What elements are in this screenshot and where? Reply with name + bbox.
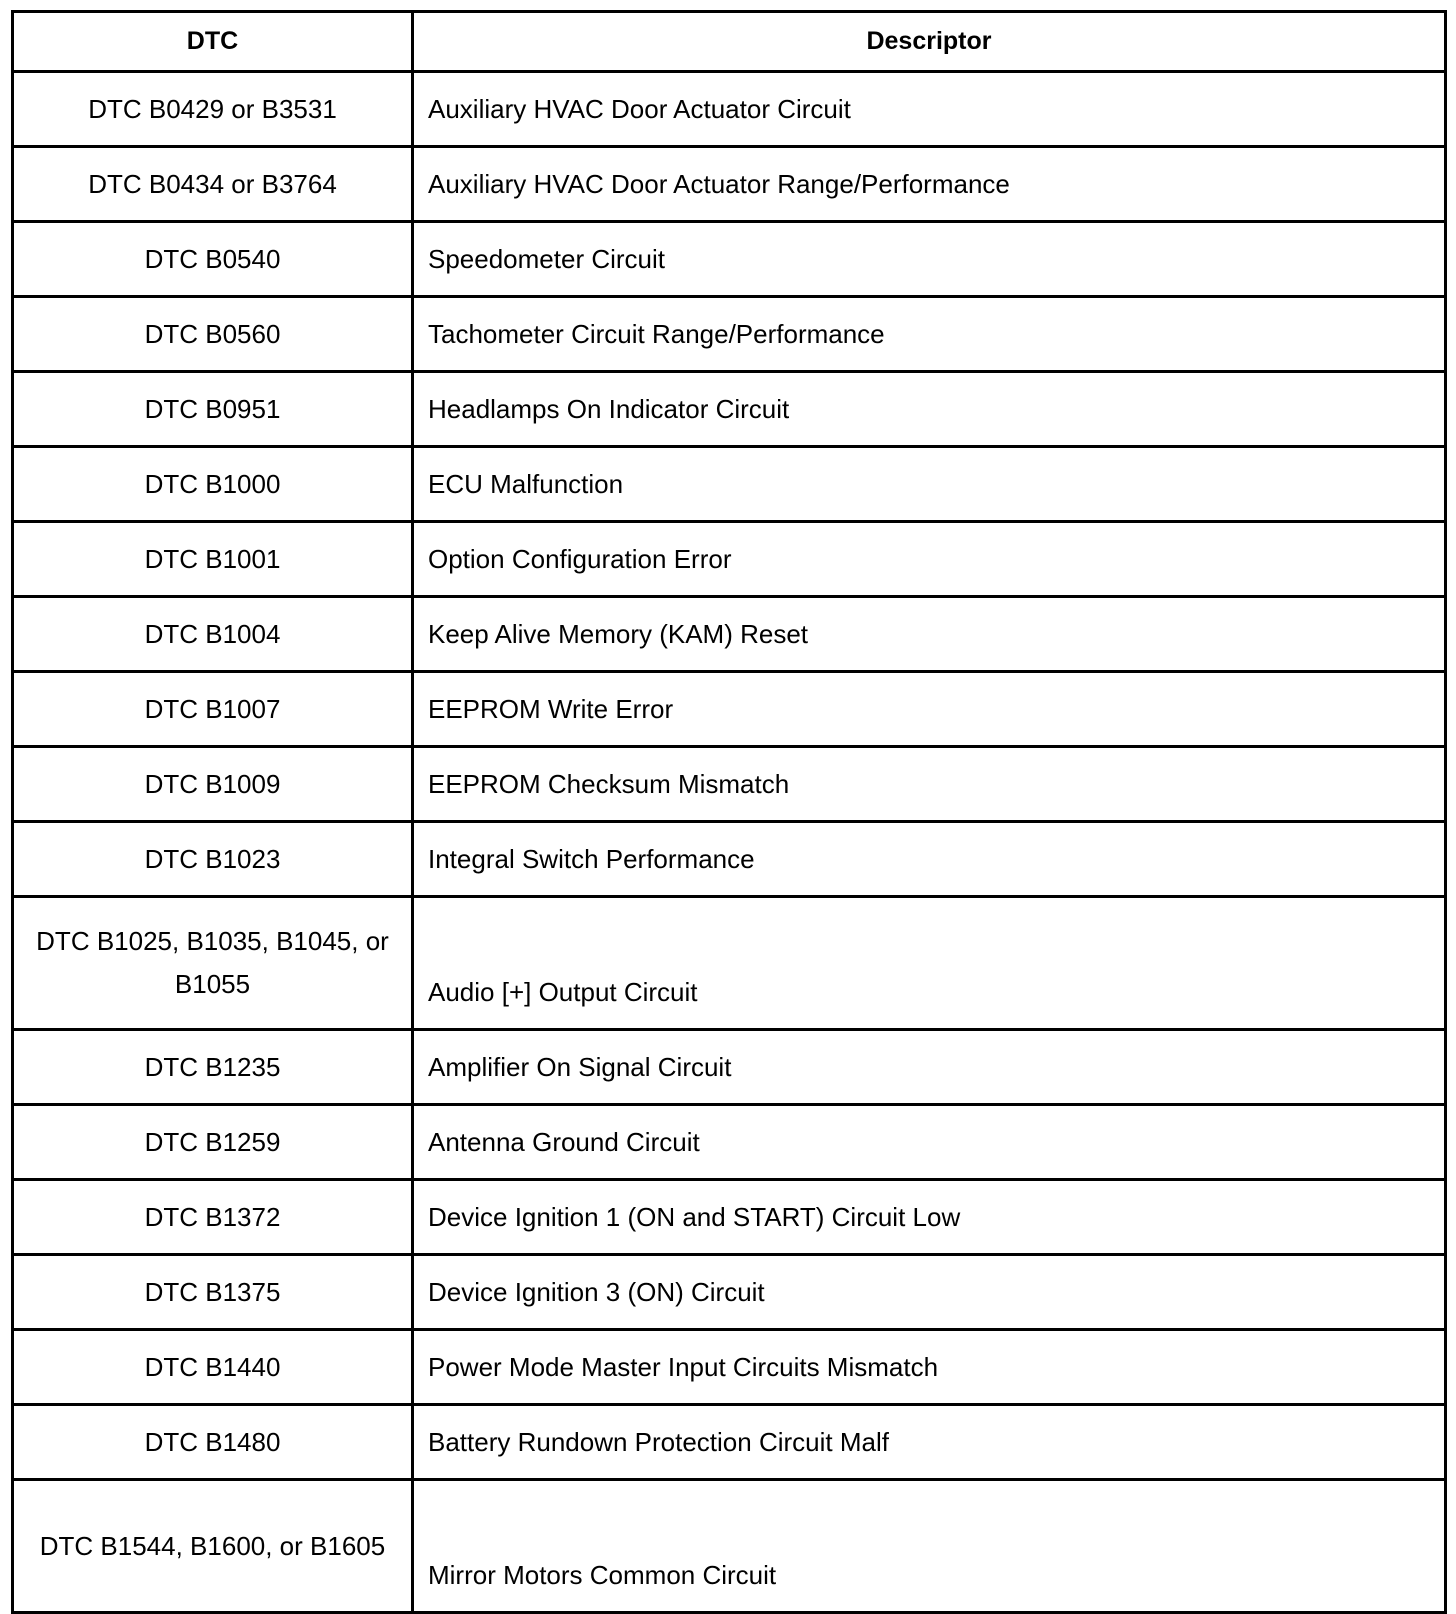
- table-row: [13, 222, 1446, 297]
- descriptor-cell: Device Ignition 3 (ON) Circuit: [413, 1255, 1446, 1330]
- dtc-code-cell: DTC B0540: [13, 222, 413, 297]
- dtc-code-cell: DTC B0951: [13, 372, 413, 447]
- descriptor-cell: ECU Malfunction: [413, 447, 1446, 522]
- column-header-dtc: DTC: [13, 12, 413, 72]
- table-row: [13, 1180, 1446, 1255]
- dtc-code-cell: DTC B1004: [13, 597, 413, 672]
- descriptor-cell: Option Configuration Error: [413, 522, 1446, 597]
- table-row: [13, 1330, 1446, 1405]
- descriptor-cell: Amplifier On Signal Circuit: [413, 1030, 1446, 1105]
- table-row: [13, 297, 1446, 372]
- descriptor-cell: EEPROM Write Error: [413, 672, 1446, 747]
- column-header-descriptor: Descriptor: [413, 12, 1446, 72]
- dtc-code-cell: DTC B0429 or B3531: [13, 72, 413, 147]
- table-row: [13, 447, 1446, 522]
- table-row: [13, 1405, 1446, 1480]
- table-row: [13, 897, 1446, 1030]
- dtc-code-cell: DTC B1000: [13, 447, 413, 522]
- table-row: [13, 1255, 1446, 1330]
- dtc-code-cell: DTC B1440: [13, 1330, 413, 1405]
- dtc-code-cell: DTC B1372: [13, 1180, 413, 1255]
- table-row: [13, 1030, 1446, 1105]
- descriptor-cell: Auxiliary HVAC Door Actuator Range/Performance: [413, 147, 1446, 222]
- descriptor-cell: Mirror Motors Common Circuit: [413, 1480, 1446, 1613]
- descriptor-cell: Auxiliary HVAC Door Actuator Circuit: [413, 72, 1446, 147]
- table-row: [13, 822, 1446, 897]
- descriptor-cell: Tachometer Circuit Range/Performance: [413, 297, 1446, 372]
- dtc-code-cell: DTC B1544, B1600, or B1605: [13, 1480, 413, 1613]
- descriptor-cell: Keep Alive Memory (KAM) Reset: [413, 597, 1446, 672]
- descriptor-cell: Antenna Ground Circuit: [413, 1105, 1446, 1180]
- table-row: [13, 1480, 1446, 1613]
- dtc-code-cell: DTC B1025, B1035, B1045, or B1055: [13, 897, 413, 1030]
- table-header-row: [13, 12, 1446, 72]
- dtc-code-cell: DTC B1001: [13, 522, 413, 597]
- dtc-code-cell: DTC B1007: [13, 672, 413, 747]
- table-row: [13, 522, 1446, 597]
- table-row: [13, 597, 1446, 672]
- dtc-code-cell: DTC B1259: [13, 1105, 413, 1180]
- descriptor-cell: Audio [+] Output Circuit: [413, 897, 1446, 1030]
- table-row: [13, 147, 1446, 222]
- table-row: [13, 72, 1446, 147]
- descriptor-cell: Integral Switch Performance: [413, 822, 1446, 897]
- dtc-code-cell: DTC B1235: [13, 1030, 413, 1105]
- descriptor-cell: EEPROM Checksum Mismatch: [413, 747, 1446, 822]
- dtc-code-cell: DTC B1009: [13, 747, 413, 822]
- descriptor-cell: Power Mode Master Input Circuits Mismatch: [413, 1330, 1446, 1405]
- dtc-code-cell: DTC B0434 or B3764: [13, 147, 413, 222]
- dtc-descriptor-table: [11, 10, 1447, 1614]
- table-row: [13, 1105, 1446, 1180]
- table-row: [13, 372, 1446, 447]
- descriptor-cell: Speedometer Circuit: [413, 222, 1446, 297]
- dtc-code-cell: DTC B1023: [13, 822, 413, 897]
- dtc-code-cell: DTC B1375: [13, 1255, 413, 1330]
- descriptor-cell: Battery Rundown Protection Circuit Malf: [413, 1405, 1446, 1480]
- descriptor-cell: Device Ignition 1 (ON and START) Circuit Low: [413, 1180, 1446, 1255]
- table-row: [13, 672, 1446, 747]
- table-row: [13, 747, 1446, 822]
- dtc-code-cell: DTC B1480: [13, 1405, 413, 1480]
- dtc-code-cell: DTC B0560: [13, 297, 413, 372]
- descriptor-cell: Headlamps On Indicator Circuit: [413, 372, 1446, 447]
